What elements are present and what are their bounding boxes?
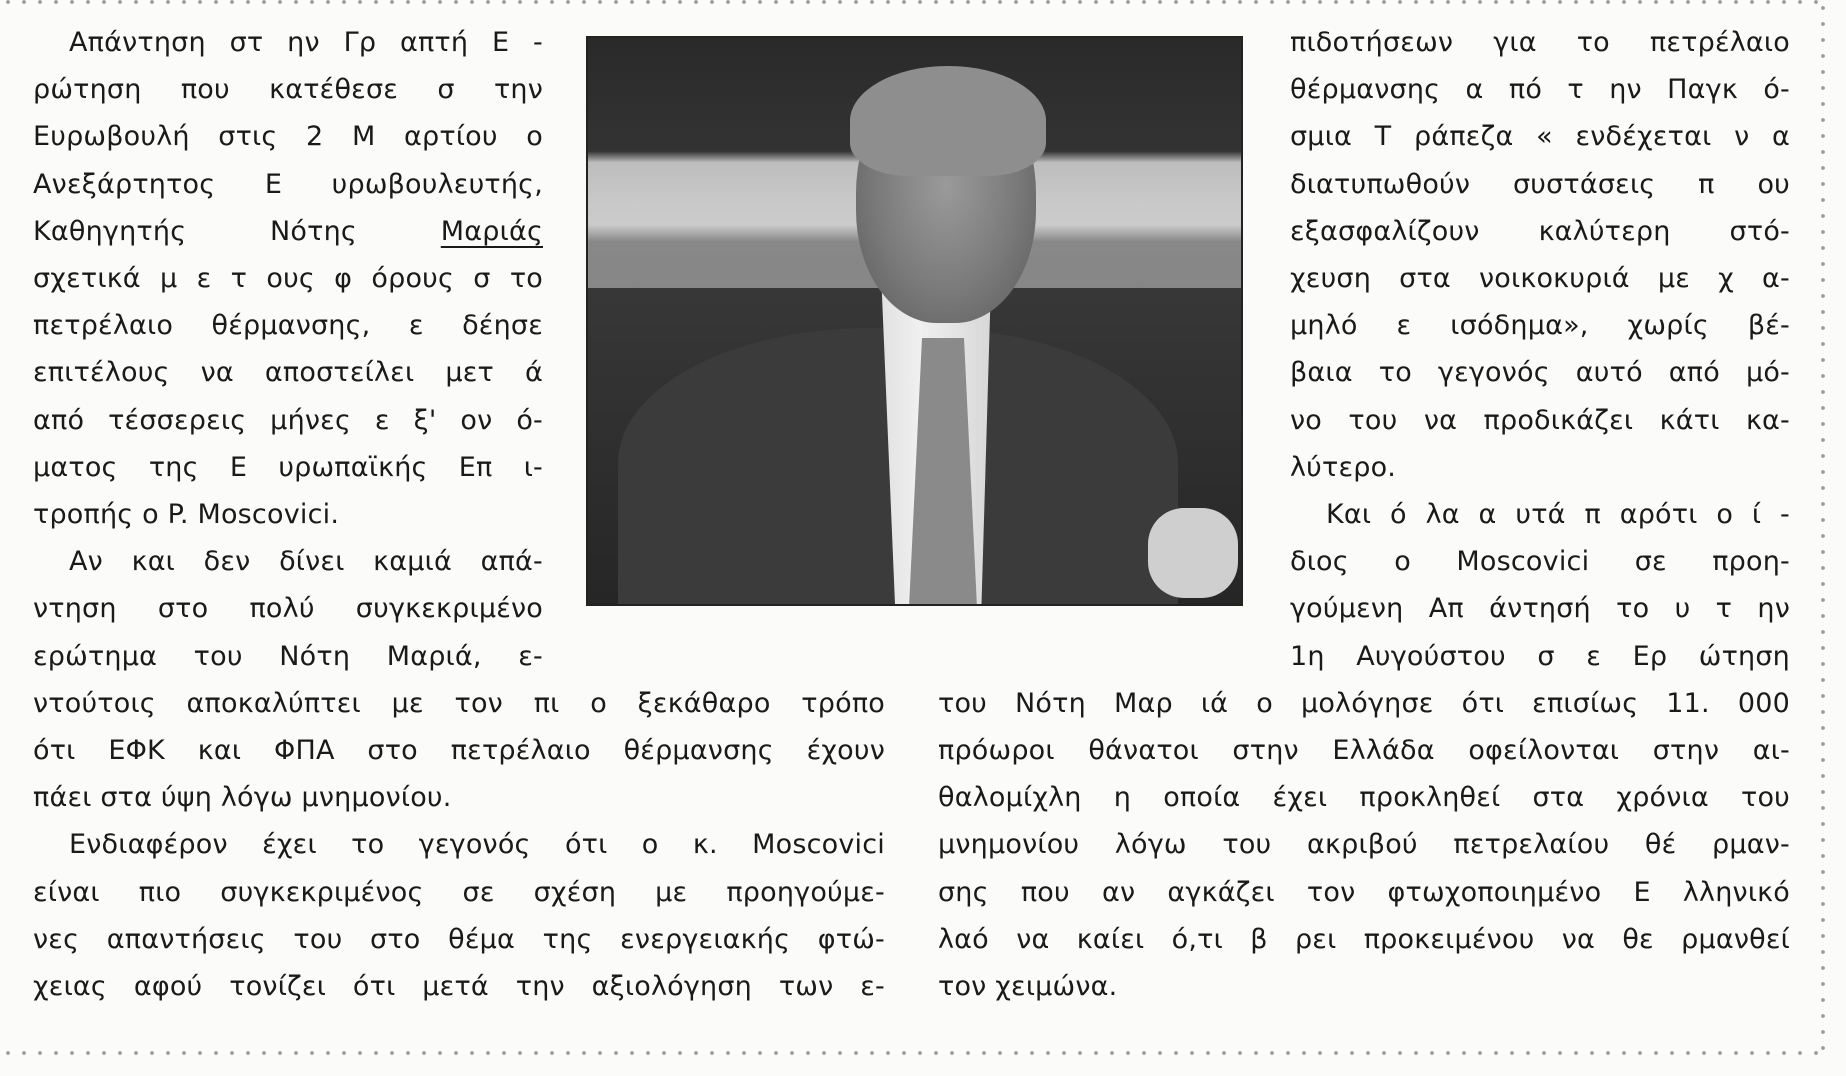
text-line-content: Καθηγητής Νότης [33,215,441,247]
text-line [33,778,885,818]
text-line-content: λαό να καίει ό,τι β ρει προκειμένου να θε ρμανθεί [938,923,1790,955]
text-line-content: ρώτηση που κατέθεσε σ την [33,74,543,106]
photo-hand [1148,508,1238,598]
text-line-content: Ανεξάρτητος Ε υρωβουλευτής, [33,168,543,200]
text-line-content: πρόωροι θάνατοι στην Ελλάδα οφείλονται στην αι- [938,735,1790,766]
text-line-content: διος ο Moscovici σε προη- [1290,546,1790,578]
text-line-content: διατυπωθούν συστάσεις π ου [1290,168,1790,200]
text-line [33,825,885,865]
text-line-content: πετρέλαιο θέρμανσης, ε δέησε [33,310,543,342]
text-line-content: Και ό λα α υτά π αρότι ο ί - [1326,499,1790,530]
text-line [33,967,885,1007]
text-line-content: Ενδιαφέρον έχει το γεγονός ότι ο κ. Moscovici [69,829,885,861]
text-line [938,920,1790,960]
text-line-content: πιδοτήσεων για το πετρέλαιο [1290,27,1790,58]
text-line-content: ντηση στο πολύ συγκεκριμένο [33,593,543,625]
text-line-content: νο του να προδικάζει κάτι κα- [1290,404,1790,436]
text-line-content: νες απαντήσεις του στο θέμα της ενεργειακής φτώ- [33,923,885,955]
text-line-content: είναι πιο συγκεκριμένος σε σχέση με προηγούμε- [33,876,885,908]
text-line [938,684,1790,724]
text-line-content: Αν και δεν δίνει καμιά απά- [69,546,543,578]
text-line-content: ματος της Ε υρωπαϊκής Επ ι- [33,451,543,483]
text-line [33,873,885,913]
dotted-border-bottom [0,1051,1826,1055]
text-line-content: επιτέλους να αποστείλει μετ ά [33,357,543,389]
text-line-content: ερώτημα του Νότη Μαριά, ε- [33,640,543,672]
text-line-content: βαια το γεγονός αυτό από μό- [1290,357,1790,389]
text-line-content: γούμενη Απ άντησή το υ τ ην [1290,593,1790,625]
text-line-content: σμια Τ ράπεζα « ενδέχεται ν α [1290,121,1790,153]
text-line-content: Απάντηση στ ην Γρ απτή Ε - [69,27,543,58]
text-line [938,731,1790,771]
text-line [938,873,1790,913]
text-line-content: σχετικά μ ε τ ους φ όρους σ το [33,263,543,294]
text-line-content: του Νότη Μαρ ιά ο μολόγησε ότι επισίως 11. 000 [938,687,1790,719]
text-line-content: μνημονίου λόγω του ακριβού πετρελαίου θέ ρμαν- [938,829,1790,861]
text-line-content: χειας αφού τονίζει ότι μετά την αξιολόγηση των ε- [33,971,885,1002]
text-line-content: 1η Αυγούστου σ ε Ερ ώτηση [1290,640,1790,672]
dotted-border-right [1820,0,1826,1056]
text-line-content: μηλό ε ισόδημα», χωρίς βέ- [1290,310,1790,342]
text-line-content: Ευρωβουλή στις 2 Μ αρτίου ο [33,121,543,153]
text-line [33,684,885,724]
underlined-name: Μαριάς [440,215,543,247]
text-line [33,731,885,771]
text-line-content: χευση στα νοικοκυριά με χ α- [1290,263,1790,294]
text-line-content: θαλομίχλη η οποία έχει προκληθεί στα χρόνια του [938,782,1790,814]
text-line-content: τροπής ο P. Moscovici. [33,499,340,530]
text-line [938,967,1790,1007]
text-line-content: ντούτοις αποκαλύπτει με τον πι ο ξεκάθαρο τρόπο [33,687,885,719]
text-line-content: θέρμανσης α πό τ ην Παγκ ό- [1290,74,1790,106]
text-line [33,920,885,960]
text-line-content: από τέσσερεις μήνες ε ξ' ον ό- [33,404,543,436]
text-line-content: λύτερο. [1290,451,1397,483]
text-line [938,825,1790,865]
article-photo [586,36,1243,606]
text-line-content: τον χειμώνα. [938,971,1118,1002]
text-line-content: ότι ΕΦΚ και ΦΠΑ στο πετρέλαιο θέρμανσης έχουν [33,735,885,766]
text-line-content: σης που αν αγκάζει τον φτωχοποιημένο Ε λληνικό [938,876,1790,908]
text-line-content: πάει στα ύψη λόγω μνημονίου. [33,782,452,814]
photo-hair [850,66,1046,176]
text-line-content: εξασφαλίζουν καλύτερη στό- [1290,215,1790,247]
text-line [938,778,1790,818]
